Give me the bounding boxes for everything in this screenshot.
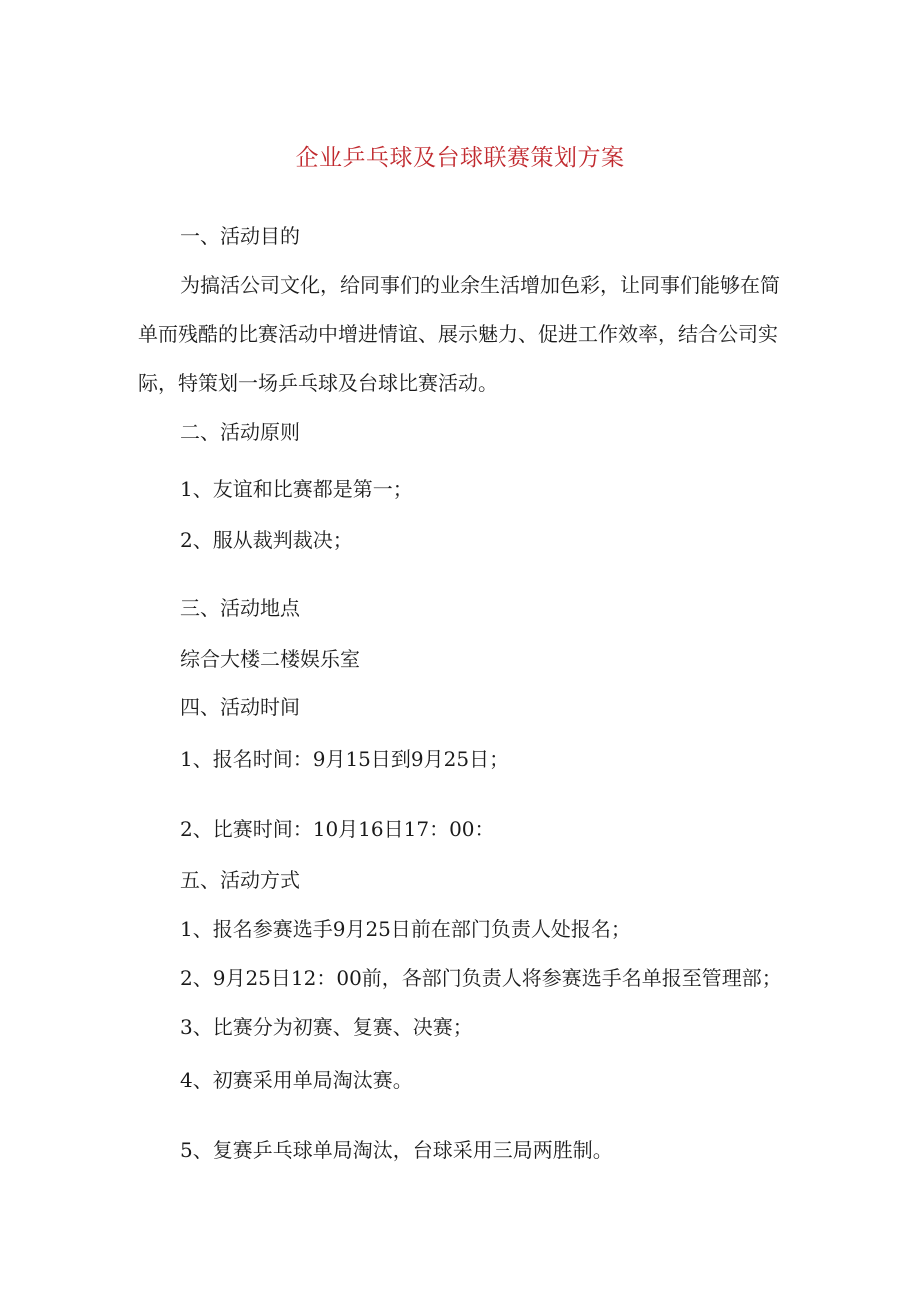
list-item: 3、比赛分为初赛、复赛、决赛； bbox=[180, 1015, 473, 1039]
section-heading-time: 四、活动时间 bbox=[180, 695, 300, 719]
paragraph-line: 为搞活公司文化，给同事们的业余生活增加色彩，让同事们能够在简 bbox=[180, 273, 780, 297]
section-heading-purpose: 一、活动目的 bbox=[180, 224, 300, 248]
list-item: 2、比赛时间：10月16日17：00： bbox=[180, 817, 495, 841]
section-heading-principles: 二、活动原则 bbox=[180, 420, 300, 444]
section-heading-method: 五、活动方式 bbox=[180, 868, 300, 892]
list-item: 1、报名参赛选手9月25日前在部门负责人处报名； bbox=[180, 917, 631, 941]
section-heading-location: 三、活动地点 bbox=[180, 596, 300, 620]
list-item: 2、9月25日12：00前，各部门负责人将参赛选手名单报至管理部； bbox=[180, 966, 782, 990]
list-item: 1、报名时间：9月15日到9月25日； bbox=[180, 747, 510, 771]
location-text: 综合大楼二楼娱乐室 bbox=[180, 647, 360, 671]
paragraph-line: 单而残酷的比赛活动中增进情谊、展示魅力、促进工作效率，结合公司实 bbox=[138, 322, 778, 346]
list-item: 2、服从裁判裁决； bbox=[180, 528, 353, 552]
list-item: 1、友谊和比赛都是第一； bbox=[180, 477, 413, 501]
list-item: 4、初赛采用单局淘汰赛。 bbox=[180, 1068, 413, 1092]
list-item: 5、复赛乒乓球单局淘汰，台球采用三局两胜制。 bbox=[180, 1138, 613, 1162]
paragraph-line: 际，特策划一场乒乓球及台球比赛活动。 bbox=[138, 371, 498, 395]
document-title: 企业乒乓球及台球联赛策划方案 bbox=[295, 145, 625, 171]
